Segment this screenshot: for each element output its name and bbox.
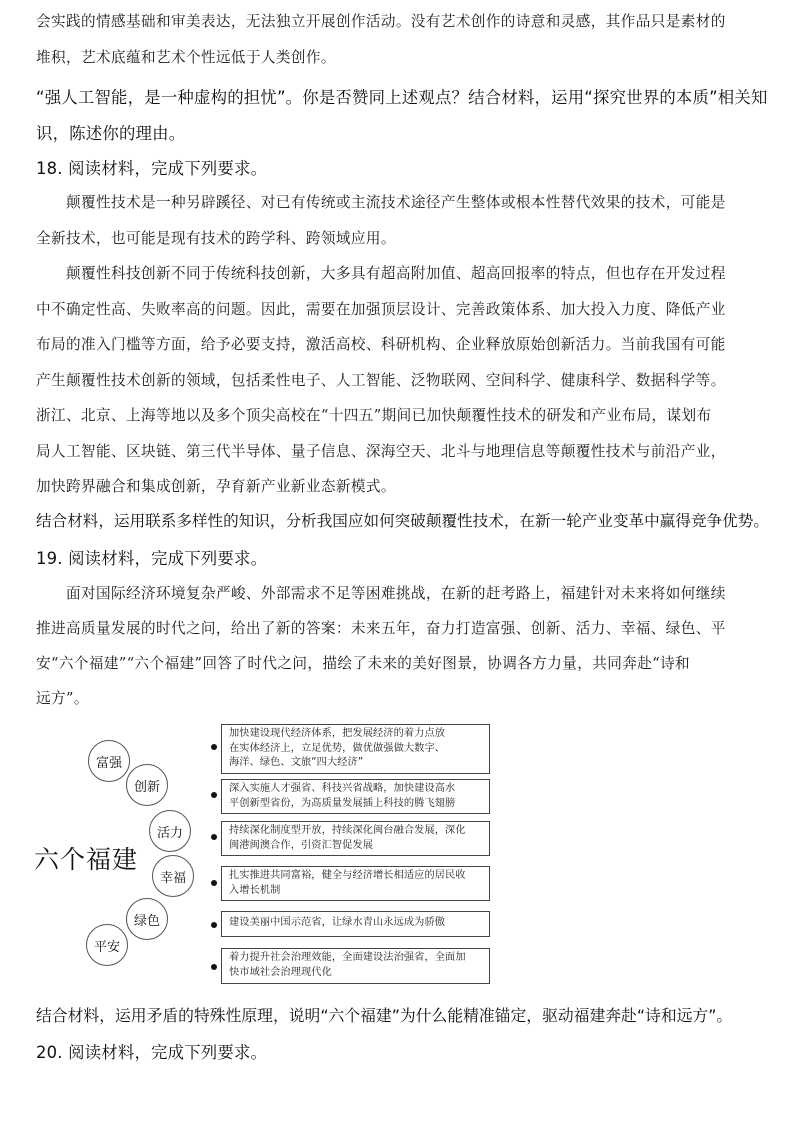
material-line: 颠覆性科技创新不同于传统科技创新，大多具有超高附加值、超高回报率的特点，但也存在开发过程 <box>66 265 726 282</box>
material-line: 局人工智能、区块链、第三代半导体、量子信息、深海空天、北斗与地理信息等颠覆性技术与前沿产业， <box>36 443 726 460</box>
bullet-dot <box>211 880 217 886</box>
box-chuangxin: 深入实施人才强省、科技兴省战略，加快建设高水 平创新型省份，为高质量发展插上科技的腾飞翅膀 <box>221 779 490 814</box>
circle-fuqiang: 富强 <box>88 740 130 782</box>
question-text: 结合材料，运用矛盾的特殊性原理，说明“六个福建”为什么能精准锚定，驱动福建奔赴“诗和远方”。 <box>36 1006 733 1025</box>
material-line: 堆积，艺术底蕴和艺术个性远低于人类创作。 <box>36 49 336 66</box>
question-text: 结合材料，运用联系多样性的知识，分析我国应如何突破颠覆性技术，在新一轮产业变革中赢得竞争优势。 <box>36 512 769 530</box>
question-heading-20: 20. 阅读材料，完成下列要求。 <box>36 1043 268 1062</box>
diagram-title: 六个福建 <box>34 845 139 874</box>
material-line: 全新技术，也可能是现有技术的跨学科、跨领域应用。 <box>36 230 396 247</box>
material-line: 布局的准入门槛等方面，给予必要支持，激活高校、科研机构、企业释放原始创新活力。当前我国有可能 <box>36 336 726 353</box>
bullet-dot <box>211 744 217 750</box>
material-line: 浙江、北京、上海等地以及多个顶尖高校在“十四五”期间已加快颠覆性技术的研发和产业布局，谋划布 <box>36 407 712 424</box>
question-text: “强人工智能，是一种虚构的担忧”。你是否赞同上述观点？结合材料，运用“探究世界的本质”相关知 <box>36 88 768 107</box>
material-line: 颠覆性技术是一种另辟蹊径、对已有传统或主流技术途径产生整体或根本性替代效果的技术，可能是 <box>66 194 726 211</box>
material-line: 推进高质量发展的时代之问，给出了新的答案：未来五年，奋力打造富强、创新、活力、幸福、绿色、平 <box>36 620 726 637</box>
box-fuqiang: 加快建设现代经济体系，把发展经济的着力点放 在实体经济上，立足优势，做优做强做大数字、 海洋、绿色、文旅“四大经济” <box>221 724 490 774</box>
material-line: 中不确定性高、失败率高的问题。因此，需要在加强顶层设计、完善政策体系、加大投入力度、降低产业 <box>36 301 726 318</box>
bullet-dot <box>211 922 217 928</box>
bullet-dot <box>211 834 217 840</box>
bullet-dot <box>211 792 217 798</box>
box-pingan: 着力提升社会治理效能，全面建设法治强省，全面加 快市域社会治理现代化 <box>221 948 490 984</box>
box-lvse: 建设美丽中国示范省，让绿水青山永远成为骄傲 <box>221 911 490 937</box>
six-fujian-diagram <box>28 718 498 988</box>
question-heading-19: 19. 阅读材料，完成下列要求。 <box>36 549 268 568</box>
material-line: 安“六个福建”“六个福建”回答了时代之问，描绘了未来的美好图景，协调各方力量，共同奔赴“诗和 <box>36 655 691 672</box>
material-line: 加快跨界融合和集成创新，孕育新产业新业态新模式。 <box>36 478 396 495</box>
circle-pingan: 平安 <box>86 924 128 966</box>
bullet-dot <box>211 964 217 970</box>
material-line: 产生颠覆性技术创新的领域，包括柔性电子、人工智能、泛物联网、空间科学、健康科学、数据科学等。 <box>36 372 726 389</box>
question-heading-18: 18. 阅读材料，完成下列要求。 <box>36 159 268 178</box>
box-xingfu: 扎实推进共同富裕，健全与经济增长相适应的居民收 入增长机制 <box>221 866 490 901</box>
question-text: 识，陈述你的理由。 <box>36 124 186 143</box>
material-line: 远方”。 <box>36 690 89 707</box>
material-line: 面对国际经济环境复杂严峻、外部需求不足等困难挑战，在新的赶考路上，福建针对未来将如何继续 <box>66 585 726 602</box>
circle-huoli: 活力 <box>149 810 191 852</box>
circle-chuangxin: 创新 <box>126 764 168 806</box>
box-huoli: 持续深化制度型开放，持续深化闽台融合发展，深化 闽港闽澳合作，引资汇智促发展 <box>221 821 490 856</box>
material-line: 会实践的情感基础和审美表达，无法独立开展创作活动。没有艺术创作的诗意和灵感，其作品只是素材的 <box>36 13 726 30</box>
circle-lvse: 绿色 <box>126 898 168 940</box>
circle-xingfu: 幸福 <box>152 855 194 897</box>
